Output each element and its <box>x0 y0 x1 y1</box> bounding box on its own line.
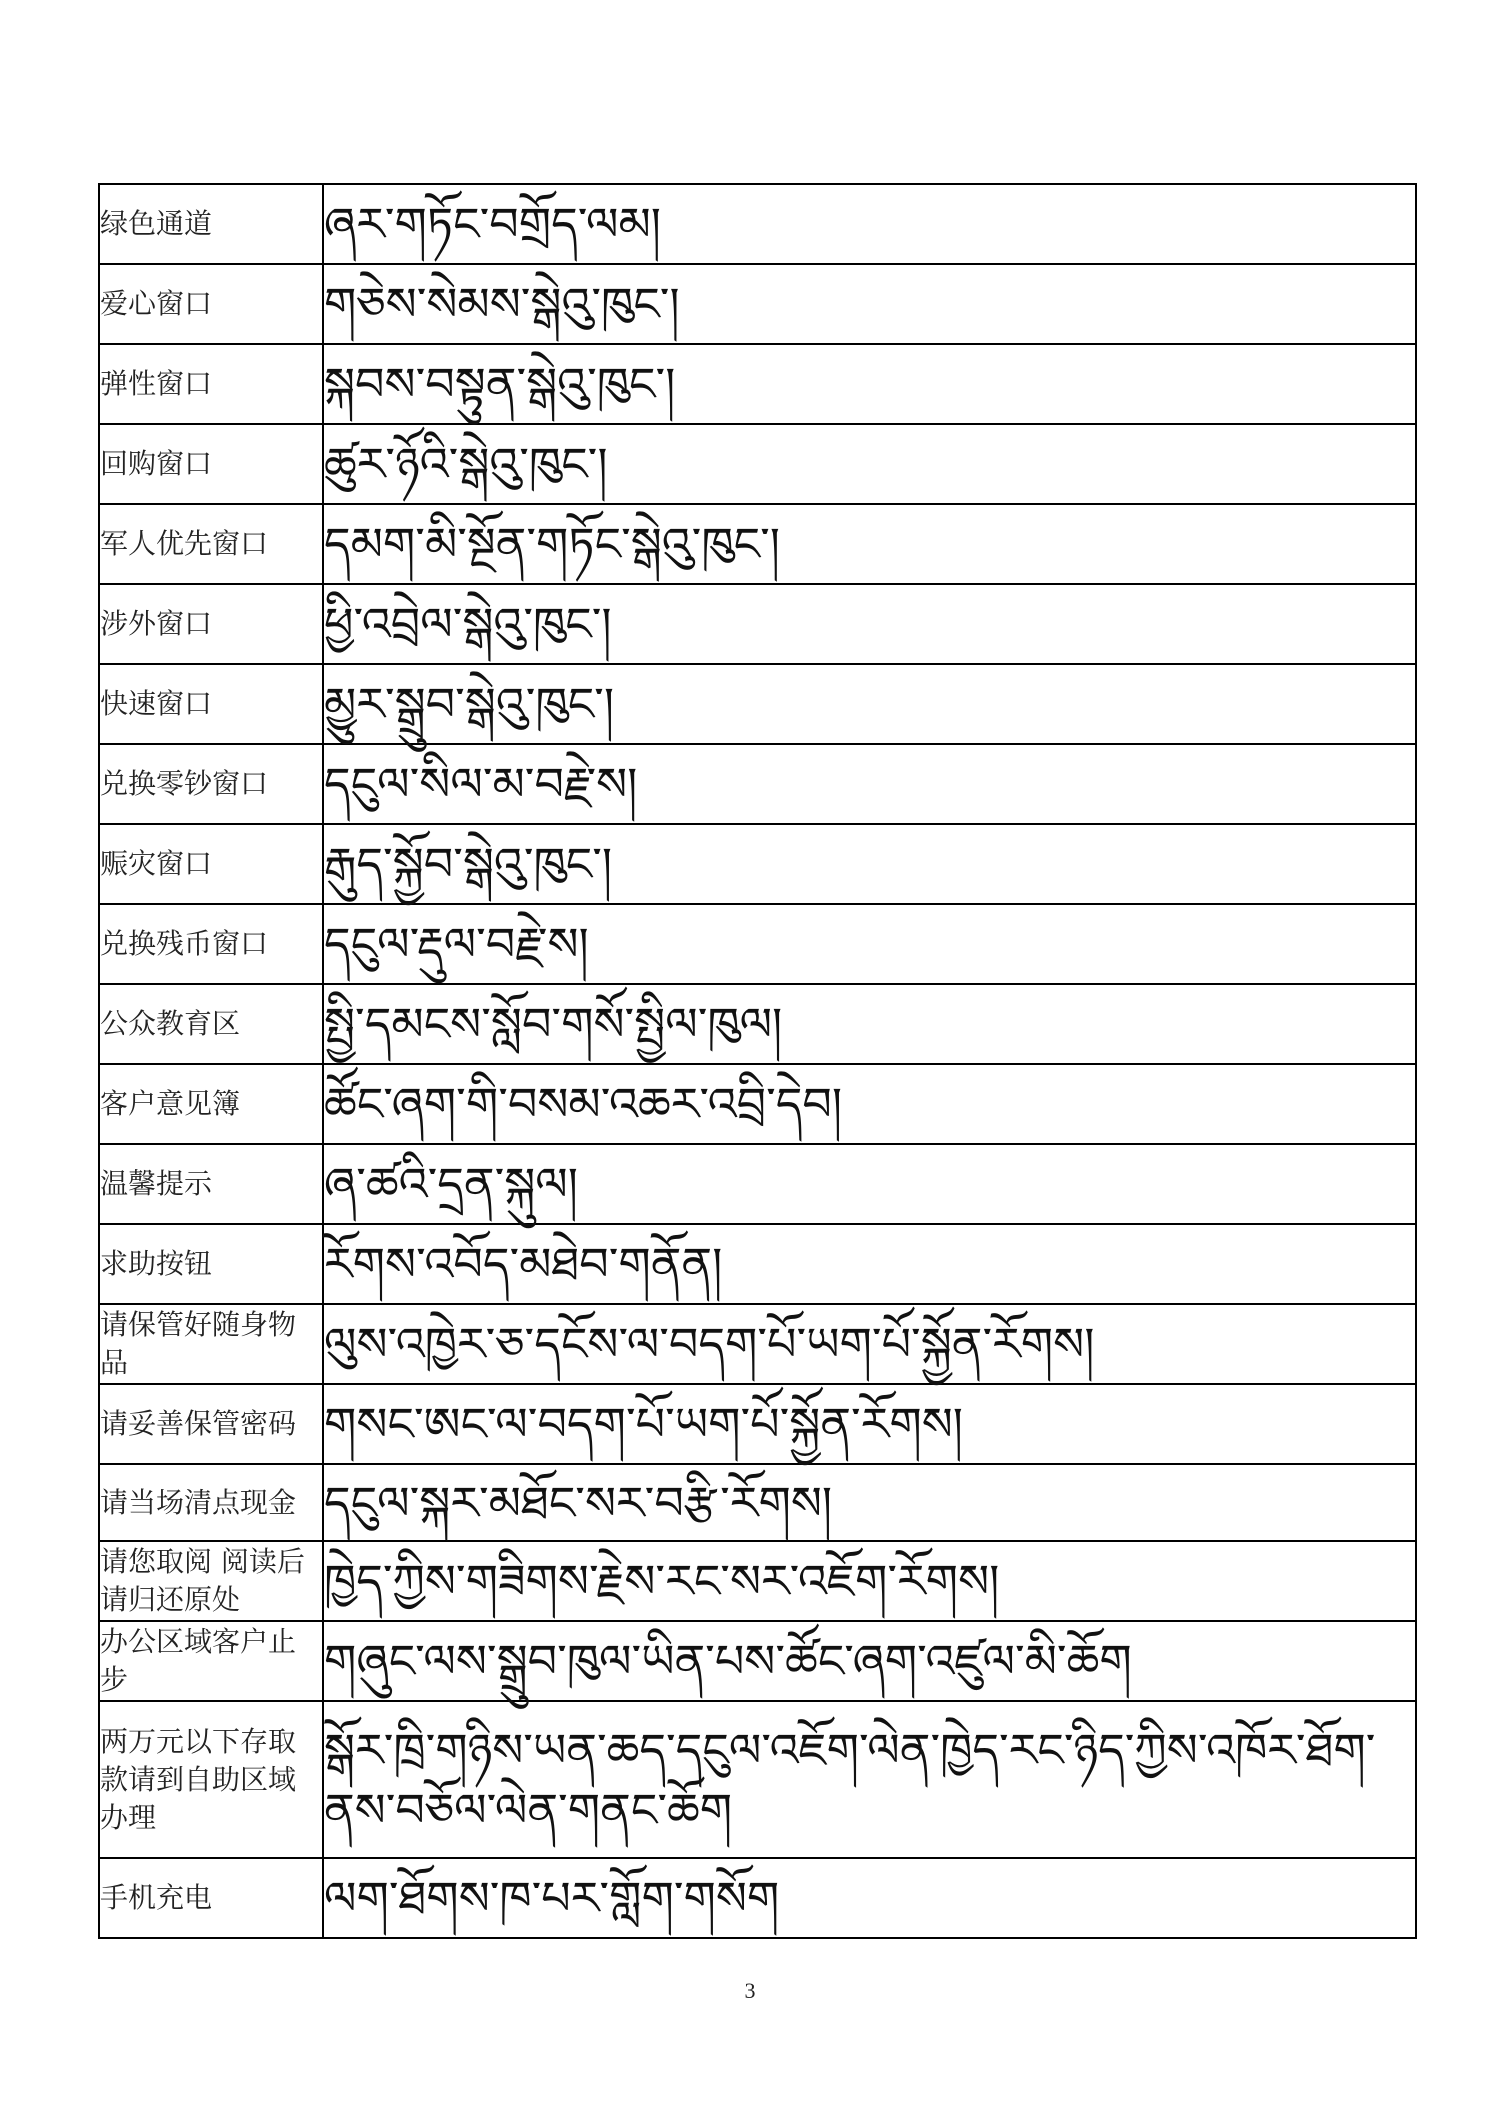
tibetan-term: དམག་མི་སྔོན་གཏོང་སྒེའུ་ཁུང་། <box>323 504 1416 584</box>
table-row <box>99 264 1416 344</box>
tibetan-term: སྐབས་བསྟུན་སྒེའུ་ཁུང་། <box>323 344 1416 424</box>
chinese-term: 快速窗口 <box>99 664 323 744</box>
chinese-term: 办公区域客户止步 <box>99 1621 323 1701</box>
table-row <box>99 1701 1416 1858</box>
tibetan-term: ཞར་གཏོང་བགྲོད་ལམ། <box>323 184 1416 264</box>
tibetan-term: ཕྱི་འབྲེལ་སྒེའུ་ཁུང་། <box>323 584 1416 664</box>
table-row <box>99 1144 1416 1224</box>
tibetan-term: ཚོང་ཞག་གི་བསམ་འཆར་འབྲི་དེབ། <box>323 1064 1416 1144</box>
table-row <box>99 1858 1416 1938</box>
tibetan-term: གཞུང་ལས་སྒྲུབ་ཁུལ་ཡིན་པས་ཚོང་ཞག་འཛུལ་མི་ཆོག <box>323 1621 1416 1701</box>
tibetan-term: རོགས་འབོད་མཐེབ་གནོན། <box>323 1224 1416 1304</box>
chinese-term: 温馨提示 <box>99 1144 323 1224</box>
table-row <box>99 824 1416 904</box>
table-row <box>99 984 1416 1064</box>
tibetan-term: མྱུར་སྒྲུབ་སྒེའུ་ཁུང་། <box>323 664 1416 744</box>
table-row <box>99 344 1416 424</box>
chinese-term: 求助按钮 <box>99 1224 323 1304</box>
table-row <box>99 1464 1416 1541</box>
tibetan-term: དངུལ་སིལ་མ་བརྗེ་ས། <box>323 744 1416 824</box>
chinese-term: 回购窗口 <box>99 424 323 504</box>
table-row <box>99 1384 1416 1464</box>
tibetan-term: གཅེས་སེམས་སྒེའུ་ཁུང་། <box>323 264 1416 344</box>
table-row <box>99 1064 1416 1144</box>
tibetan-term: དངུལ་སྐར་མཐོང་སར་བརྩི་རོགས། <box>323 1464 1416 1541</box>
table-row <box>99 1541 1416 1621</box>
chinese-term: 爱心窗口 <box>99 264 323 344</box>
tibetan-term: གསང་ཨང་ལ་བདག་པོ་ཡག་པོ་སྐྱོན་རོགས། <box>323 1384 1416 1464</box>
table-row <box>99 1304 1416 1384</box>
tibetan-term: ཁྱེད་ཀྱིས་གཟིགས་རྗེས་རང་སར་འཇོག་རོགས། <box>323 1541 1416 1621</box>
table-row <box>99 1621 1416 1701</box>
tibetan-term: སྒོར་ཁྲི་གཉིས་ཡན་ཆད་དངུལ་འཇོག་ལེན་ཁྱེད་རང་ཉིད་ཀྱིས་འཁོར་ཐོག་ནས་བཅོལ་ལེན་གནང་ཆོག <box>323 1701 1416 1858</box>
table-row <box>99 184 1416 264</box>
chinese-term: 涉外窗口 <box>99 584 323 664</box>
tibetan-term: རྒུད་སྐྱོབ་སྒེའུ་ཁུང་། <box>323 824 1416 904</box>
table-row <box>99 1224 1416 1304</box>
chinese-term: 兑换零钞窗口 <box>99 744 323 824</box>
chinese-term: 公众教育区 <box>99 984 323 1064</box>
table-row <box>99 904 1416 984</box>
table-row <box>99 424 1416 504</box>
table-row <box>99 584 1416 664</box>
table-row <box>99 504 1416 584</box>
table-row <box>99 744 1416 824</box>
tibetan-term: ཞ་ཚའི་དྲན་སྐུལ། <box>323 1144 1416 1224</box>
tibetan-term: ལག་ཐོགས་ཁ་པར་གློག་གསོག <box>323 1858 1416 1938</box>
chinese-term: 请妥善保管密码 <box>99 1384 323 1464</box>
chinese-term: 弹性窗口 <box>99 344 323 424</box>
chinese-term: 两万元以下存取款请到自助区域办理 <box>99 1701 323 1858</box>
tibetan-term: སྤྱི་དམངས་སློབ་གསོ་སྤྱིལ་ཁུལ། <box>323 984 1416 1064</box>
table-row <box>99 664 1416 744</box>
chinese-term: 请您取阅 阅读后请归还原处 <box>99 1541 323 1621</box>
chinese-term: 赈灾窗口 <box>99 824 323 904</box>
tibetan-term: ལུས་འཁྱེར་ཅ་དངོས་ལ་བདག་པོ་ཡག་པོ་སྐྱོན་རོགས། <box>323 1304 1416 1384</box>
chinese-term: 请保管好随身物品 <box>99 1304 323 1384</box>
chinese-term: 绿色通道 <box>99 184 323 264</box>
chinese-term: 客户意见簿 <box>99 1064 323 1144</box>
chinese-term: 手机充电 <box>99 1858 323 1938</box>
chinese-term: 请当场清点现金 <box>99 1464 323 1541</box>
tibetan-term: དངུལ་རྡུལ་བརྗེ་ས། <box>323 904 1416 984</box>
glossary-table <box>98 183 1417 1939</box>
chinese-term: 兑换残币窗口 <box>99 904 323 984</box>
tibetan-term: ཚུར་ཉོའི་སྒེའུ་ཁུང་། <box>323 424 1416 504</box>
page-number: 3 <box>744 1978 756 2003</box>
chinese-term: 军人优先窗口 <box>99 504 323 584</box>
